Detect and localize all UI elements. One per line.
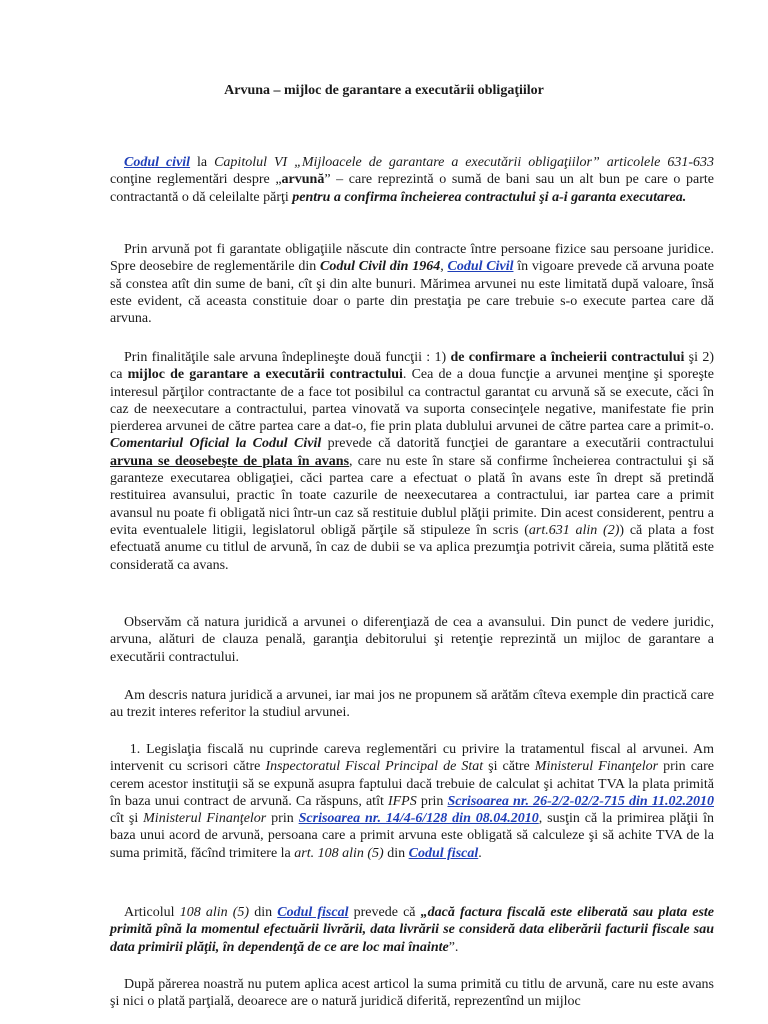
- link-codul-fiscal[interactable]: Codul fiscal: [408, 845, 479, 861]
- text: ” – care reprezintă o sumă de bani sau un alt bun pe care o parte contractantă o dă celeilalte părţi: [110, 172, 714, 205]
- text-italic: art.631 alin (2): [528, 522, 620, 538]
- text: prin: [416, 793, 448, 809]
- text: Prin arvună pot fi garantate obligaţiile născute din contracte între persoane fizice sau persoane juridice. Spre deosebire de reglementările din: [110, 242, 714, 275]
- paragraph-4: [110, 614, 714, 666]
- text: ) că plata a fost efectuată anume cu titlul de arvună, în caz de dubii se va aplica prezumţia potrivit căreia, suma plătită este considerată ca avans.: [110, 522, 714, 573]
- text: ”.: [448, 939, 459, 955]
- link-codul-civil[interactable]: Codul civil: [124, 155, 191, 170]
- text-bold-italic: pentru a confirma încheierea contractului şi a-i garanta executarea.: [292, 189, 687, 205]
- text-bold: de confirmare a încheierii contractului: [450, 350, 685, 365]
- text-bold-italic: Codul Civil din 1964: [320, 259, 441, 275]
- text-italic: Inspectoratul Fiscal Principal de Stat: [265, 759, 484, 775]
- text: cît şi: [110, 811, 144, 827]
- text: ,: [440, 259, 448, 275]
- link-scrisoarea-ifps[interactable]: Scrisoarea nr. 26-2/2-02/2-715 din 11.02.2010: [447, 793, 714, 809]
- text: . Cea de a doua funcţie a arvunei menţine şi sporeşte interesul părţilor contractante de a face tot posibilul ca contractul garantat cu arvună să se execute, căci în caz de neexecutare a contractului, partea vinovată va suporta consecinţele negative, manifestate fie prin pierderea arvunei de către partea care a dat-o, fie prin plata dublului arvunei de către partea care a primit-o.: [110, 367, 715, 435]
- text: Articolul: [124, 905, 180, 920]
- text: şi către: [483, 759, 535, 775]
- text: Am descris natura juridică a arvunei, iar mai jos ne propunem să arătăm cîteva exemple din practică care au trezit interes referitor la studiul arvunei.: [110, 688, 714, 721]
- paragraph-3: [110, 349, 714, 574]
- text-bold: arvună: [281, 172, 325, 188]
- text-italic: Ministerul Finanţelor: [143, 811, 267, 827]
- text: prevede că datorită funcţiei de garantare a executării contractului: [321, 436, 714, 452]
- text-bold-italic: Comentariul Oficial la Codul Civil: [110, 436, 322, 452]
- text: din: [383, 845, 409, 861]
- text-bold: mijloc de garantare a executării contractului: [127, 367, 403, 383]
- text: conţine reglementări despre „: [110, 172, 282, 188]
- paragraph-2: [110, 241, 714, 327]
- paragraph-6: [110, 741, 714, 862]
- text-italic: Capitolul VI „Mijloacele de garantare a executării obligaţiilor” articolele 631-633: [214, 155, 714, 170]
- text: din: [249, 905, 278, 920]
- text: prevede că: [348, 905, 421, 920]
- text: în vigoare prevede că arvuna poate să constea atît din sume de bani, cît şi din alte bunuri. Mărimea arvunei nu este limitată după valoare, însă este evident, că aceasta constituie doar o parte din prestaţia pe care trebuie s-o execute partea care dă arvuna.: [110, 259, 715, 327]
- text-italic: 108 alin (5): [179, 905, 250, 920]
- text: , susţin că la primirea plăţii în baza unui acord de arvună, persoana care a primit arvuna este obligată să calculeze şi să achite TVA de la suma primită, făcînd trimitere la: [110, 811, 714, 861]
- text-bold-italic: „dacă factura fiscală este eliberată sau plata este primită pînă la momentul efectuării livrării, data livrării se consideră data eliberării facturii fiscale sau data primirii plăţii, în dependenţă de ce are loc mai înainte: [110, 905, 714, 955]
- text: prin: [266, 811, 299, 827]
- link-codul-civil[interactable]: Codul Civil: [447, 259, 514, 275]
- text: şi 2) ca: [110, 350, 714, 383]
- text: După părerea noastră nu putem aplica acest articol la suma primită cu titlu de arvună, care nu este avans şi nici o plată parţială, deoarece are o natură juridică diferită, reprezentînd un mijloc: [110, 977, 714, 1010]
- text-bold-underline: arvuna se deosebeşte de plata în avans: [110, 453, 350, 469]
- text: la: [190, 155, 215, 170]
- paragraph-8: [110, 976, 714, 1011]
- paragraph-5: [110, 687, 714, 722]
- text: Observăm că natura juridică a arvunei o diferenţiază de cea a avansului. Din punct de vedere juridic, arvuna, alături de clauza penală, garanţia debitorului şi retenţie reprezintă un mijloc de garantare a executării contractului.: [110, 615, 714, 665]
- text: Prin finalităţile sale arvuna îndeplineşte două funcţii : 1): [124, 350, 451, 365]
- paragraph-7: [110, 904, 714, 956]
- document-title: Arvuna – mijloc de garantare a executării obligaţiilor: [224, 83, 544, 98]
- paragraph-1: [110, 154, 714, 206]
- text: prin care cerem acestor instituţii să se expună asupra faptului dacă trebuie de calculat şi achitat TVA la plata primită în baza unui contract de arvună. Ca răspuns, atît: [110, 759, 715, 809]
- text-italic: Ministerul Finanţelor: [534, 759, 659, 775]
- text-italic: art. 108 alin (5): [294, 845, 384, 861]
- link-codul-fiscal[interactable]: Codul fiscal: [277, 905, 349, 920]
- text: .: [478, 845, 482, 861]
- text: 1. Legislaţia fiscală nu cuprinde careva reglementări cu privire la tratamentul fiscal al arvunei. Am intervenit cu scrisori către: [110, 742, 714, 775]
- text-italic: IFPS: [387, 793, 417, 809]
- text: , care nu este în stare să confirme încheierea contractului şi să garanteze executarea obligaţiei, căci partea care a efectuat o plată în avans este în drept să pretindă restituirea avansului, practic în toate cazurile de neexecutarea a contractului, iar partea care a primit avansul nu poate fi obligată nici într-un caz să restituie dublul plăţii primite. Din acest considerent, pentru a evita eventualele litigii, legislatorul obligă părţile să stipuleze în scris (: [110, 453, 714, 538]
- link-scrisoarea-mf[interactable]: Scrisoarea nr. 14/4-6/128 din 08.04.2010: [298, 811, 539, 827]
